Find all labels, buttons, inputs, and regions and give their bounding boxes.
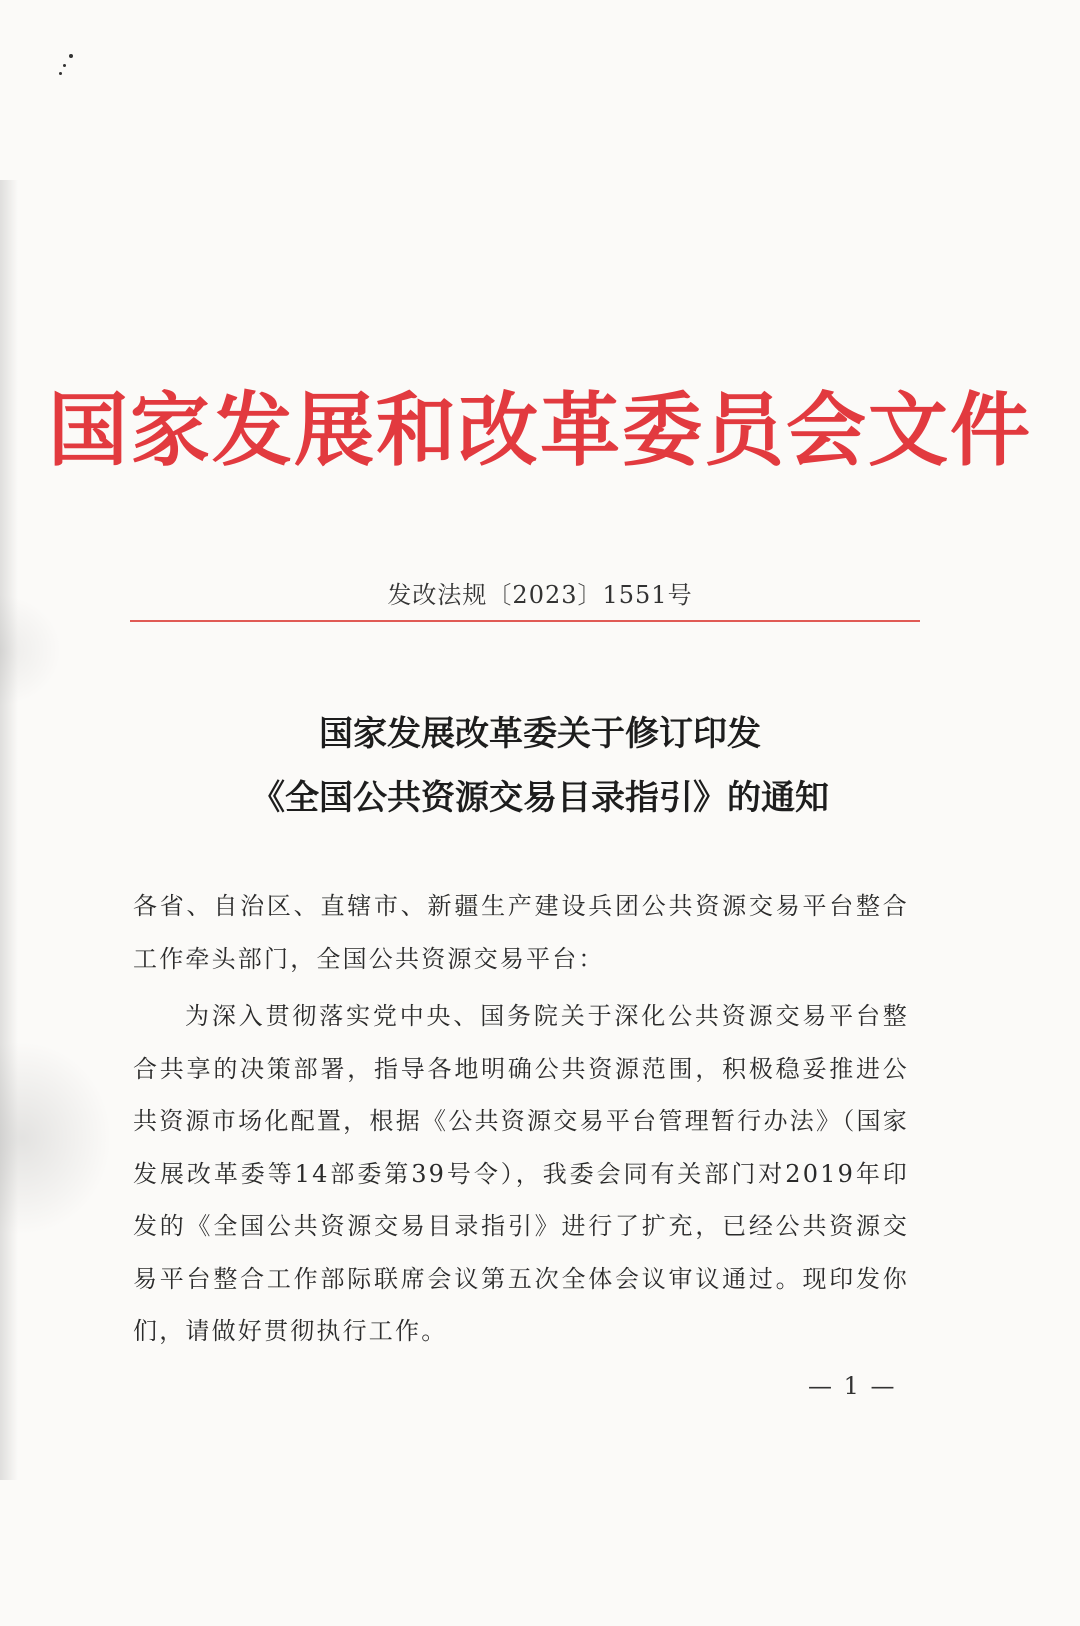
scan-specks [55,52,85,92]
document-title-line2: 《全国公共资源交易目录指引》的通知 [251,778,829,818]
document-title-line1: 国家发展改革委关于修订印发 [319,714,761,754]
addressee: 各省、自治区、直辖市、新疆生产建设兵团公共资源交易平台整合工作牵头部门，全国公共资源交易平台： [133,892,909,973]
page-number: — 1 — [808,1372,897,1400]
document-number: 发改法规〔2023〕1551号 [387,581,693,609]
scan-edge-shadow [0,180,18,1480]
body-paragraph: 为深入贯彻落实党中央、国务院关于深化公共资源交易平台整合共享的决策部署，指导各地明确公共资源范围，积极稳妥推进公共资源市场化配置，根据《公共资源交易平台管理暂行办法》（国家发展改革委等14部委第39号令），我委会同有关部门对2019年印发的《全国公共资源交易目录指引》进行了扩充，已经公共资源交易平台整合工作部际联席会议第五次全体会议审议通过。现印发你们，请做好贯彻执行工作。 [133,1002,909,1345]
issuer-header: 国家发展和改革委员会文件 [48,383,1032,477]
red-divider [130,620,920,622]
